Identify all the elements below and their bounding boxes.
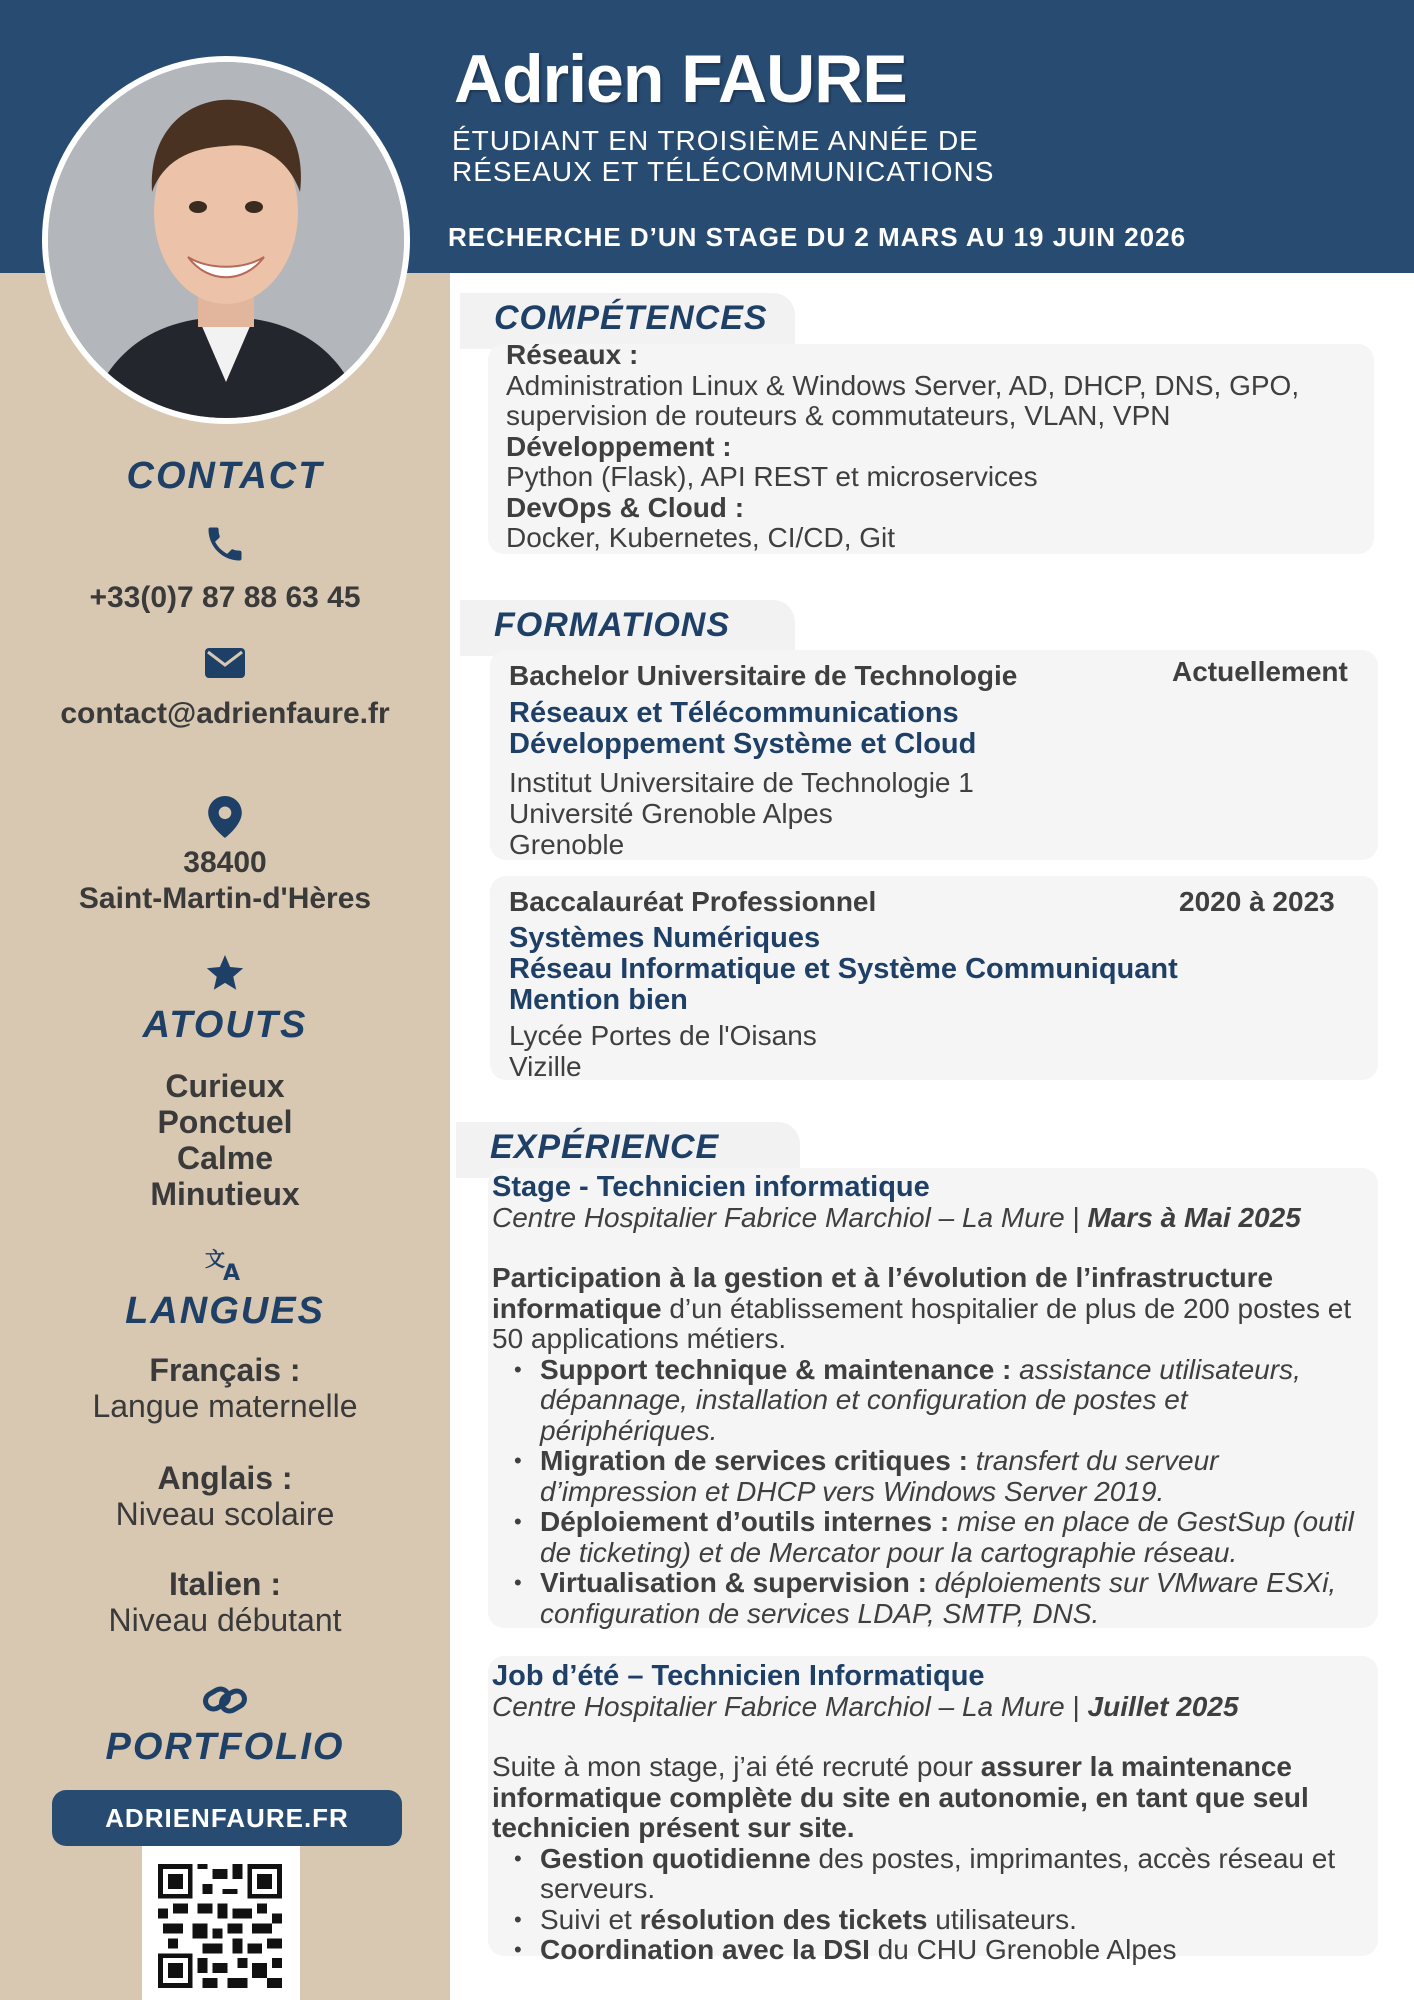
job-organization: Centre Hospitalier Fabrice Marchiol – La Mure: [492, 1690, 1065, 1722]
formation-speciality: Réseau Informatique et Système Communiquant: [509, 953, 1178, 985]
job-period: Juillet 2025: [1087, 1690, 1239, 1722]
link-icon: [0, 1682, 450, 1718]
skill-group-label: DevOps & Cloud :: [506, 491, 745, 523]
internship-search: RECHERCHE D’UN STAGE DU 2 MARS AU 19 JUIN 2026: [448, 222, 1187, 252]
list-item: • Coordination avec la DSI du CHU Grenoble Alpes: [540, 1935, 1372, 1966]
candidate-subtitle: [452, 125, 1152, 187]
formation-specialities: [509, 923, 1178, 1016]
job-task-list: [540, 1844, 1372, 1966]
portfolio-title: PORTFOLIO: [105, 1726, 345, 1768]
phone-icon: [0, 522, 450, 566]
skill-line: Docker, Kubernetes, CI/CD, Git: [506, 522, 896, 553]
job-role: Stage - Technicien informatique: [492, 1171, 930, 1203]
experience-job-internship: [492, 1172, 1372, 1629]
contact-title: CONTACT: [126, 455, 324, 497]
language-name: Anglais :: [157, 1460, 293, 1496]
job-intro: Suite à mon stage, j’ai été recruté pour: [492, 1751, 981, 1782]
langues-title: LANGUES: [125, 1290, 325, 1332]
experience-title: EXPÉRIENCE: [456, 1122, 800, 1178]
formation-title: Bachelor Universitaire de Technologie: [509, 660, 1018, 691]
competences-content: [506, 340, 1299, 554]
language-name: Italien :: [168, 1566, 281, 1602]
job-intro: d’un établissement hospitalier de plus de 200 postes et 50 applications métiers.: [492, 1292, 1352, 1354]
profile-photo: [42, 56, 410, 424]
formation-speciality: Systèmes Numériques: [509, 922, 821, 954]
email-link[interactable]: contact@adrienfaure.fr: [60, 697, 390, 730]
portrait-image: [48, 62, 404, 418]
list-item: • Support technique & maintenance : assistance utilisateurs, dépannage, installation et configuration de postes et périphériques.: [540, 1355, 1372, 1447]
competences-title: COMPÉTENCES: [460, 293, 795, 349]
list-item: • Déploiement d’outils internes : mise en place de GestSup (outil de ticketing) et de Mercator pour la cartographie réseau.: [540, 1507, 1372, 1568]
phone-number[interactable]: +33(0)7 87 88 63 45: [89, 581, 361, 614]
formation-title: Baccalauréat Professionnel: [509, 886, 877, 917]
formation-speciality: Mention bien: [509, 984, 688, 1016]
location-pin-icon: [0, 796, 450, 838]
formation-date: Actuellement: [1172, 656, 1348, 687]
language-english: [0, 1460, 450, 1532]
subtitle-line: RÉSEAUX ET TÉLÉCOMMUNICATIONS: [452, 156, 995, 187]
formation-date: 2020 à 2023: [1179, 886, 1335, 917]
formation-institution-line: Lycée Portes de l'Oisans: [509, 1020, 817, 1051]
list-item: • Gestion quotidienne des postes, imprimantes, accès réseau et serveurs.: [540, 1844, 1372, 1905]
experience-job-summer: [492, 1661, 1372, 1966]
qr-code[interactable]: [142, 1846, 300, 2000]
language-italian: [0, 1566, 450, 1638]
city: Saint-Martin-d'Hères: [78, 882, 372, 915]
list-item: • Suivi et résolution des tickets utilisateurs.: [540, 1905, 1372, 1936]
job-intro-bold: assurer la maintenance informatique complète du site en autonomie, en tant que seul technicien présent sur site.: [492, 1751, 1309, 1843]
formation-institution-line: Grenoble: [509, 829, 625, 860]
envelope-icon: [0, 648, 450, 678]
list-item: • Migration de services critiques : transfert du serveur d’impression et DHCP vers Windows Server 2019.: [540, 1446, 1372, 1507]
skill-line: Administration Linux & Windows Server, AD, DHCP, DNS, GPO,: [506, 369, 1300, 401]
portfolio-link-button[interactable]: ADRIENFAURE.FR: [52, 1790, 402, 1846]
language-level: Niveau scolaire: [115, 1496, 335, 1532]
job-intro-bold: Participation à la gestion et à l’évolution de l’infrastructure informatique: [492, 1262, 1274, 1324]
list-item: Calme: [176, 1140, 274, 1176]
formation-speciality: Développement Système et Cloud: [509, 728, 977, 760]
atouts-list: [0, 1068, 450, 1212]
language-level: Niveau débutant: [108, 1602, 342, 1638]
formation-institution-line: Institut Universitaire de Technologie 1: [509, 767, 974, 798]
language-name: Français :: [149, 1352, 301, 1388]
formation-institution-line: Université Grenoble Alpes: [509, 798, 833, 829]
svg-text:A: A: [223, 1261, 241, 1282]
list-item: Ponctuel: [157, 1104, 293, 1140]
skill-group-label: Développement :: [506, 430, 732, 462]
formation-specialities: [509, 698, 976, 760]
atouts-title: ATOUTS: [142, 1004, 308, 1046]
list-item: Minutieux: [150, 1176, 300, 1212]
subtitle-line: ÉTUDIANT EN TROISIÈME ANNÉE DE: [452, 125, 979, 156]
job-period: Mars à Mai 2025: [1087, 1201, 1301, 1233]
formations-title: FORMATIONS: [460, 600, 795, 656]
formation-institution: [509, 767, 974, 860]
job-task-list: [540, 1355, 1372, 1630]
job-organization: Centre Hospitalier Fabrice Marchiol – La Mure: [492, 1201, 1065, 1233]
skill-line: supervision de routeurs & commutateurs, VLAN, VPN: [506, 400, 1171, 431]
job-role: Job d’été – Technicien Informatique: [492, 1660, 985, 1692]
list-item: Curieux: [165, 1068, 285, 1104]
job-separator: |: [1064, 1690, 1088, 1722]
translate-icon: [0, 1246, 450, 1282]
skill-line: Python (Flask), API REST et microservices: [506, 461, 1038, 492]
job-separator: |: [1064, 1201, 1088, 1233]
language-french: [0, 1352, 450, 1424]
postcode: 38400: [183, 846, 267, 879]
skill-group-label: Réseaux :: [506, 339, 639, 370]
formation-institution: [509, 1020, 817, 1082]
star-icon: [0, 955, 450, 993]
candidate-name: Adrien FAURE: [454, 41, 907, 117]
language-level: Langue maternelle: [92, 1388, 358, 1424]
svg-text:文: 文: [205, 1247, 225, 1271]
formation-institution-line: Vizille: [509, 1051, 582, 1082]
list-item: • Virtualisation & supervision : déploiements sur VMware ESXi, configuration de services LDAP, SMTP, DNS.: [540, 1568, 1372, 1629]
formation-speciality: Réseaux et Télécommunications: [509, 697, 959, 729]
